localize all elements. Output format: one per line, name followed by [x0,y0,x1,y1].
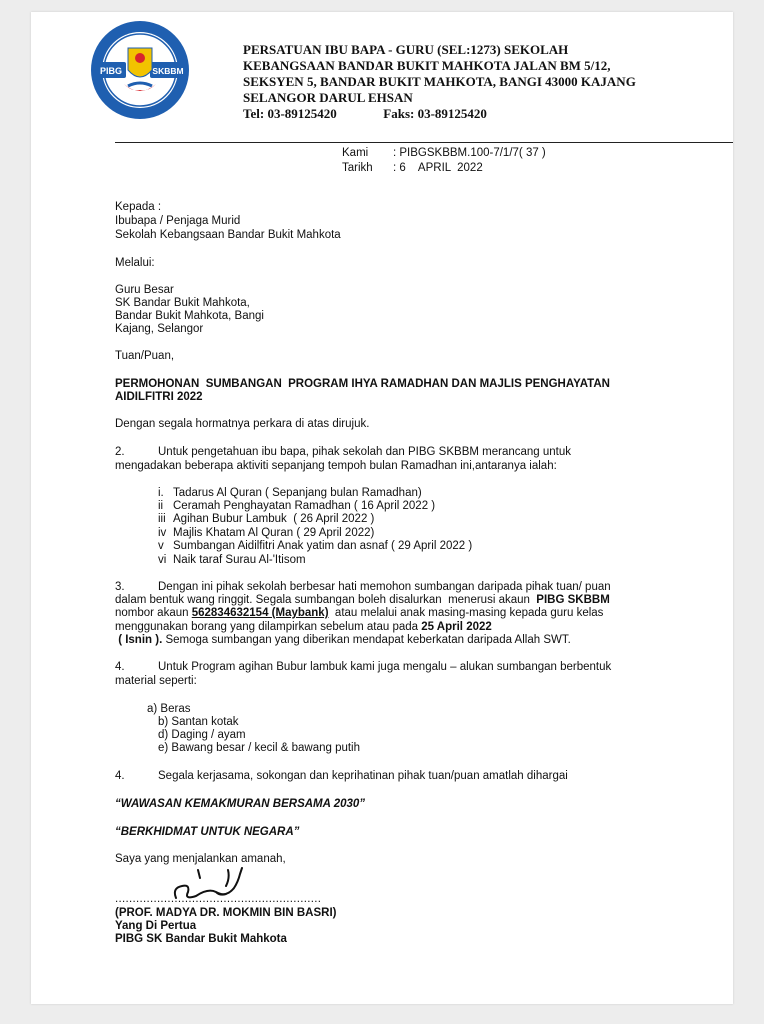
activity-text: Sumbangan Aidilfitri Anak yatim dan asnaf ( 29 April 2022 ) [173,540,473,552]
activity-text: Ceramah Penghayatan Ramadhan ( 16 April 2022 ) [173,500,436,512]
para5-line: Segala kerjasama, sokongan dan keprihatinan pihak tuan/puan amatlah dihargai [158,770,568,782]
logo-left-text: PIBG [99,66,123,76]
deadline-date: 25 April 2022 [421,621,492,633]
activity-num: i. [158,487,164,499]
via-line: SK Bandar Bukit Mahkota, [115,297,250,309]
letterhead-line: SELANGOR DARUL EHSAN [243,90,413,105]
pibg-logo [88,18,192,122]
activity-text: Majlis Khatam Al Quran ( 29 April 2022) [173,527,375,539]
para4-line: Untuk Program agihan Bubur lambuk kami juga mengalu – alukan sumbangan berbentuk [158,661,612,673]
logo-right-text: SKBBM [152,66,184,76]
subject-line: PERMOHONAN SUMBANGAN PROGRAM IHYA RAMADHAN DAN MAJLIS PENGHAYATAN [115,378,610,390]
via-line: Bandar Bukit Mahkota, Bangi [115,310,264,322]
header-rule [115,142,733,143]
letterhead-line: KEBANGSAAN BANDAR BUKIT MAHKOTA JALAN BM 5/12, [243,58,611,73]
material-item: b) Santan kotak [158,716,239,728]
letterhead-fax: Faks: 03-89125420 [383,106,487,121]
signatory-name: (PROF. MADYA DR. MOKMIN BIN BASRI) [115,907,337,919]
material-item: d) Daging / ayam [158,729,246,741]
para-number: 4. [115,661,125,673]
via-line: Kajang, Selangor [115,323,204,335]
letterhead [243,42,636,122]
material-item: a) Beras [147,703,191,715]
para3-line: ( Isnin ). Semoga sumbangan yang diberikan mendapat keberkatan daripada Allah SWT. [115,634,571,646]
activity-num: iv [158,527,167,539]
activity-num: ii [158,500,164,512]
para2-line: mengadakan beberapa aktiviti sepanjang tempoh bulan Ramadhan ini,antaranya ialah: [115,460,557,472]
signature-line: ........................................................... [115,893,322,905]
para3-line: dalam bentuk wang ringgit. Segala sumbangan boleh disalurkan menerusi akaun PIBG SKBBM [115,594,610,606]
ref-kami-label: Kami [342,147,369,159]
via-label: Melalui: [115,257,155,269]
account-number: 562834632154 (Maybank) [191,607,329,619]
para3-line: nombor akaun 562834632154 (Maybank) atau melalui anak masing-masing kepada guru kelas [115,607,604,619]
activity-text: Tadarus Al Quran ( Sepanjang bulan Ramadhan) [173,487,422,499]
via-line: Guru Besar [115,284,174,296]
para4-line: material seperti: [115,675,197,687]
para-number: 2. [115,446,125,458]
recipient-line: Kepada : [115,201,162,213]
recipient-line: Ibubapa / Penjaga Murid [115,215,241,227]
activity-text: Naik taraf Surau Al-'Itisom [173,554,306,566]
para-number: 4. [115,770,125,782]
subject-line: AIDILFITRI 2022 [115,391,203,403]
ref-tarikh-label: Tarikh [342,162,373,174]
para3-line: menggunakan borang yang dilampirkan sebelum atau pada 25 April 2022 [115,621,492,633]
para-number: 3. [115,581,125,593]
activity-num: vi [158,554,167,566]
intro-text: Dengan segala hormatnya perkara di atas dirujuk. [115,418,370,430]
signatory-title: Yang Di Pertua [115,920,197,932]
para3-line: Dengan ini pihak sekolah berbesar hati memohon sumbangan daripada pihak tuan/ puan [158,581,611,593]
letterhead-line: PERSATUAN IBU BAPA - GURU (SEL:1273) SEKOLAH [243,42,569,57]
signatory-org: PIBG SK Bandar Bukit Mahkota [115,933,287,945]
motto: “BERKHIDMAT UNTUK NEGARA” [115,826,300,838]
activity-num: iii [158,513,166,525]
letterhead-line: SEKSYEN 5, BANDAR BUKIT MAHKOTA, BANGI 43000 KAJANG [243,74,636,89]
account-name: PIBG SKBBM [536,594,610,606]
para2-line: Untuk pengetahuan ibu bapa, pihak sekolah dan PIBG SKBBM merancang untuk [158,446,571,458]
letterhead-tel: Tel: 03-89125420 [243,106,337,121]
motto: “WAWASAN KEMAKMURAN BERSAMA 2030” [115,798,366,810]
activity-text: Agihan Bubur Lambuk ( 26 April 2022 ) [173,513,375,525]
ref-kami-value: : PIBGSKBBM.100-7/1/7( 37 ) [393,147,546,159]
material-item: e) Bawang besar / kecil & bawang putih [158,742,361,754]
activity-num: v [158,540,164,552]
salutation: Tuan/Puan, [115,350,175,362]
deadline-day: ( Isnin ). [115,634,163,646]
recipient-line: Sekolah Kebangsaan Bandar Bukit Mahkota [115,229,341,241]
closing-text: Saya yang menjalankan amanah, [115,853,286,865]
ref-tarikh-value: : 6 APRIL 2022 [393,162,483,174]
